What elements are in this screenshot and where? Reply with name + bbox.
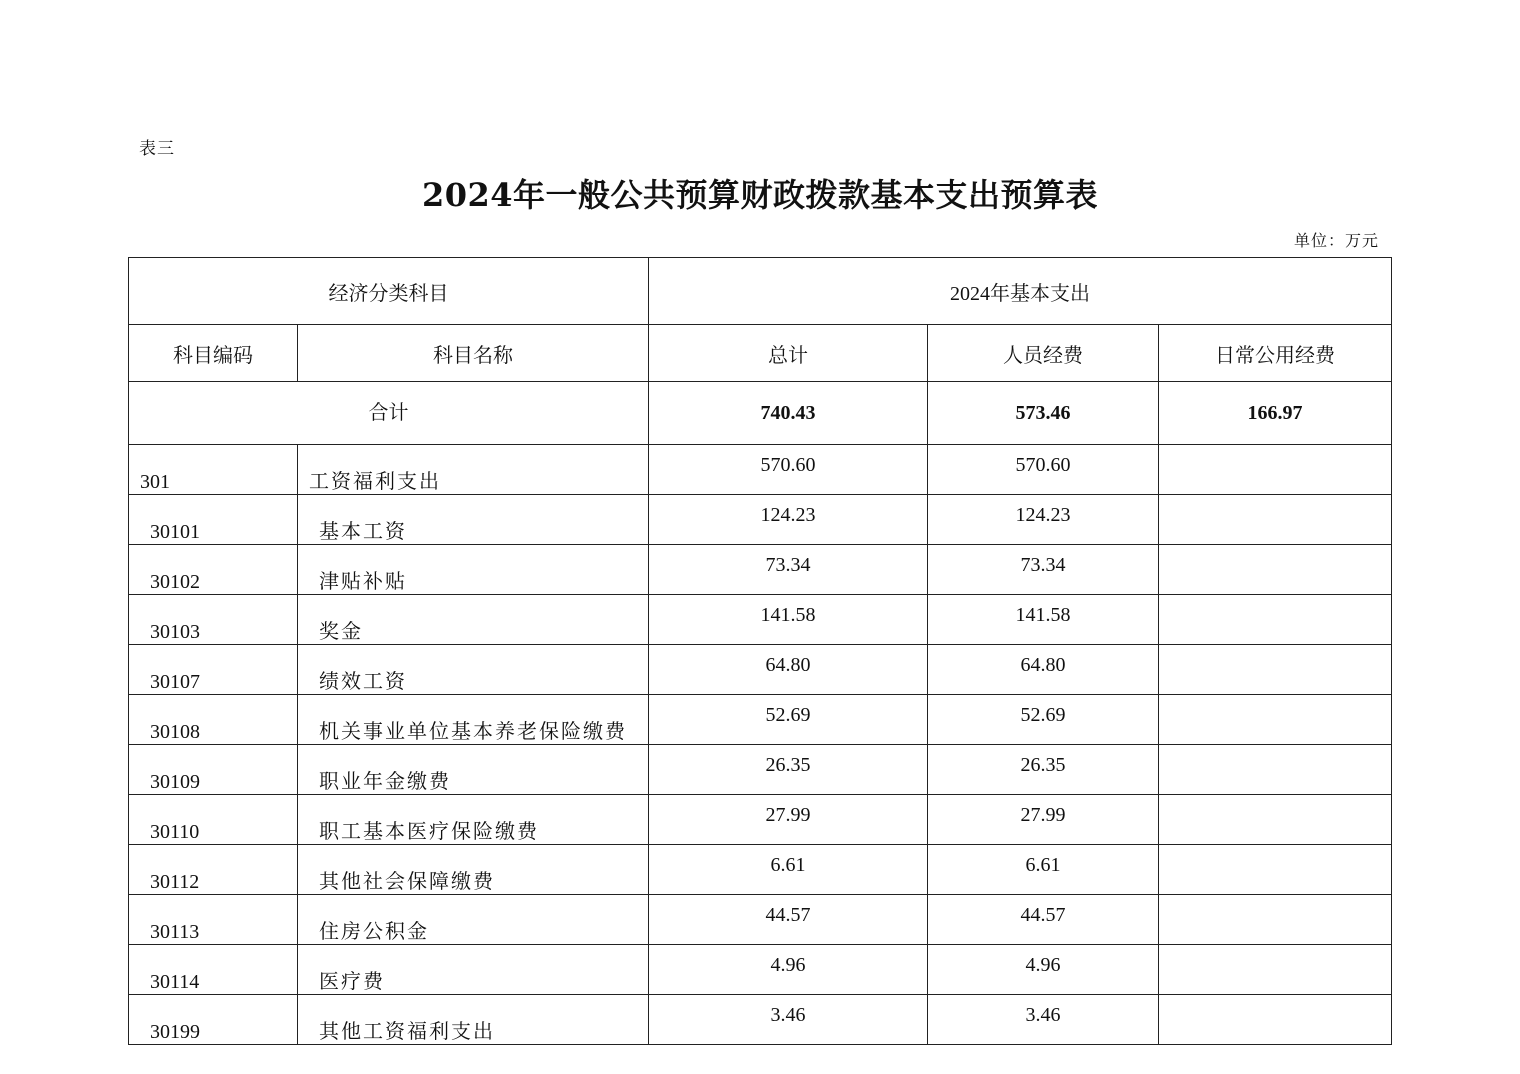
table-row	[129, 495, 1392, 545]
row-personnel: 64.80	[928, 645, 1159, 695]
row-name: 奖金	[298, 595, 649, 645]
row-name: 其他社会保障缴费	[298, 845, 649, 895]
row-code: 30113	[129, 895, 298, 945]
row-code: 30114	[129, 945, 298, 995]
row-total: 124.23	[649, 495, 928, 545]
table-row	[129, 545, 1392, 595]
row-name: 基本工资	[298, 495, 649, 545]
header-basic-expenditure: 2024年基本支出	[649, 258, 1392, 325]
row-personnel: 6.61	[928, 845, 1159, 895]
column-header-code: 科目编码	[129, 325, 298, 382]
row-total: 52.69	[649, 695, 928, 745]
table-row	[129, 745, 1392, 795]
row-public	[1159, 745, 1392, 795]
header-group-row	[129, 258, 1392, 325]
row-code: 30110	[129, 795, 298, 845]
table-row	[129, 645, 1392, 695]
row-public	[1159, 595, 1392, 645]
row-total: 6.61	[649, 845, 928, 895]
row-personnel: 52.69	[928, 695, 1159, 745]
total-amount: 740.43	[649, 382, 928, 445]
row-public	[1159, 495, 1392, 545]
budget-table	[128, 257, 1392, 1045]
row-personnel: 26.35	[928, 745, 1159, 795]
row-code: 30199	[129, 995, 298, 1045]
row-public	[1159, 895, 1392, 945]
row-personnel: 124.23	[928, 495, 1159, 545]
table-row	[129, 945, 1392, 995]
row-code: 30103	[129, 595, 298, 645]
row-code: 30102	[129, 545, 298, 595]
row-public	[1159, 945, 1392, 995]
row-personnel: 44.57	[928, 895, 1159, 945]
row-total: 64.80	[649, 645, 928, 695]
row-code: 30109	[129, 745, 298, 795]
row-name: 医疗费	[298, 945, 649, 995]
row-total: 44.57	[649, 895, 928, 945]
unit-label: 单位：万元	[1293, 231, 1379, 250]
table-row	[129, 445, 1392, 495]
row-public	[1159, 645, 1392, 695]
row-personnel: 3.46	[928, 995, 1159, 1045]
row-code: 30101	[129, 495, 298, 545]
header-column-row	[129, 325, 1392, 382]
row-public	[1159, 445, 1392, 495]
column-header-personnel: 人员经费	[928, 325, 1159, 382]
row-personnel: 27.99	[928, 795, 1159, 845]
column-header-name: 科目名称	[298, 325, 649, 382]
row-name: 住房公积金	[298, 895, 649, 945]
row-personnel: 570.60	[928, 445, 1159, 495]
row-total: 73.34	[649, 545, 928, 595]
row-public	[1159, 695, 1392, 745]
row-total: 3.46	[649, 995, 928, 1045]
table-row	[129, 995, 1392, 1045]
row-code: 301	[129, 445, 298, 495]
row-personnel: 73.34	[928, 545, 1159, 595]
row-total: 27.99	[649, 795, 928, 845]
header-economic-category: 经济分类科目	[129, 258, 649, 325]
table-row	[129, 695, 1392, 745]
row-name: 职工基本医疗保险缴费	[298, 795, 649, 845]
row-total: 141.58	[649, 595, 928, 645]
table-row	[129, 595, 1392, 645]
column-header-total: 总计	[649, 325, 928, 382]
row-name: 职业年金缴费	[298, 745, 649, 795]
row-personnel: 141.58	[928, 595, 1159, 645]
total-personnel: 573.46	[928, 382, 1159, 445]
table-row	[129, 845, 1392, 895]
row-name: 绩效工资	[298, 645, 649, 695]
table-number-label: 表三	[139, 139, 175, 159]
document-title: 2024年一般公共预算财政拨款基本支出预算表	[421, 176, 1099, 214]
table-row	[129, 895, 1392, 945]
total-label: 合计	[129, 382, 649, 445]
row-public	[1159, 545, 1392, 595]
row-public	[1159, 845, 1392, 895]
row-code: 30108	[129, 695, 298, 745]
row-code: 30107	[129, 645, 298, 695]
row-total: 4.96	[649, 945, 928, 995]
row-name: 工资福利支出	[298, 445, 649, 495]
row-name: 机关事业单位基本养老保险缴费	[298, 695, 649, 745]
row-total: 570.60	[649, 445, 928, 495]
row-public	[1159, 995, 1392, 1045]
row-name: 其他工资福利支出	[298, 995, 649, 1045]
column-header-public: 日常公用经费	[1159, 325, 1392, 382]
row-total: 26.35	[649, 745, 928, 795]
total-row	[129, 382, 1392, 445]
row-code: 30112	[129, 845, 298, 895]
row-public	[1159, 795, 1392, 845]
total-public: 166.97	[1159, 382, 1392, 445]
row-name: 津贴补贴	[298, 545, 649, 595]
table-row	[129, 795, 1392, 845]
row-personnel: 4.96	[928, 945, 1159, 995]
